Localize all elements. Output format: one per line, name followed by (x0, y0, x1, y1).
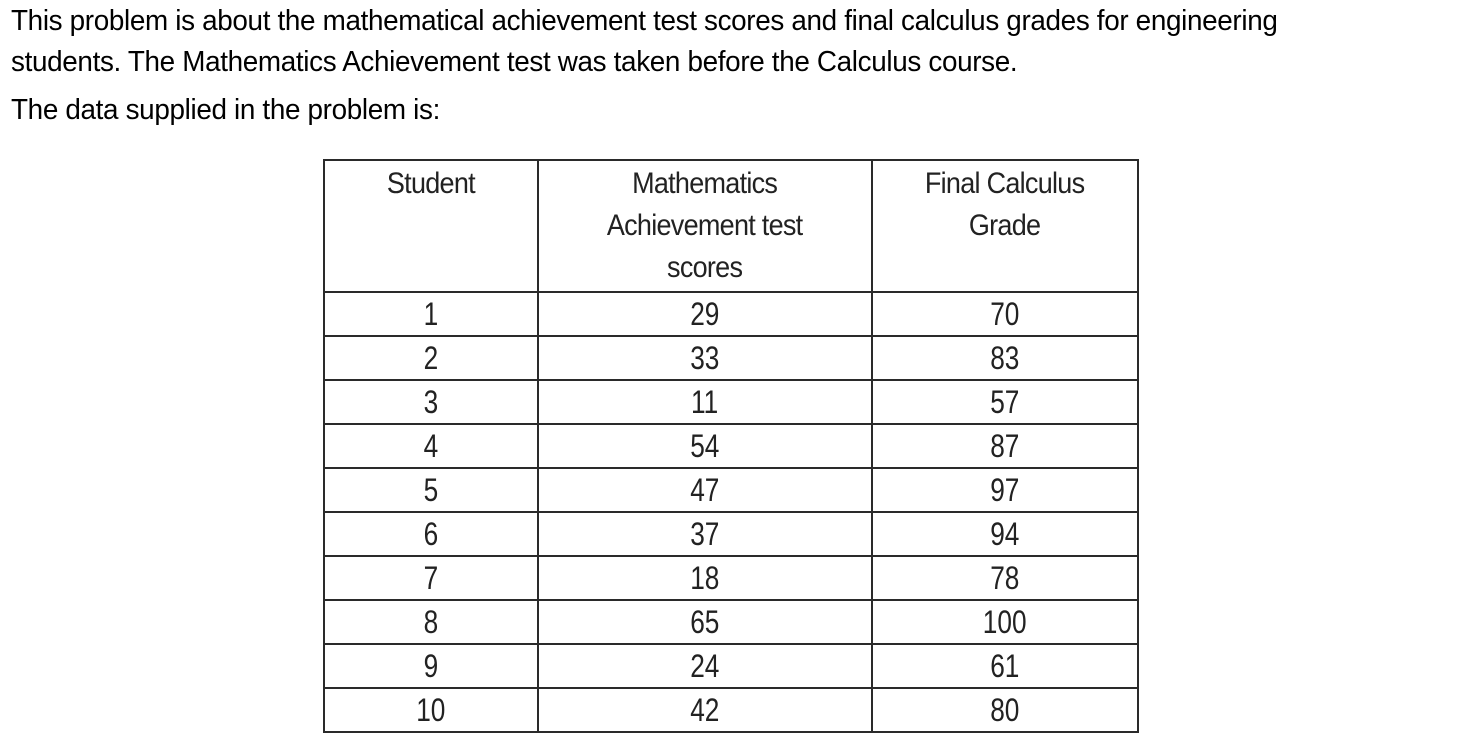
cell-math-score: 54 (538, 424, 872, 468)
intro-paragraph-line-1: This problem is about the mathematical achievement test scores and final calculus grades for engineering (11, 5, 1278, 37)
cell-student: 5 (324, 468, 538, 512)
header-math-scores (538, 160, 872, 292)
cell-math-score: 33 (538, 336, 872, 380)
cell-student: 2 (324, 336, 538, 380)
header-student-label: Student (386, 167, 476, 200)
cell-student: 8 (324, 600, 538, 644)
table-header-row (324, 160, 1138, 292)
cell-math-score: 42 (538, 688, 872, 732)
cell-calc-grade: 80 (872, 688, 1138, 732)
table-row (324, 600, 1138, 644)
cell-math-score: 65 (538, 600, 872, 644)
cell-student: 4 (324, 424, 538, 468)
table-row (324, 688, 1138, 732)
cell-math-score: 11 (538, 380, 872, 424)
cell-student: 9 (324, 644, 538, 688)
cell-math-score: 29 (538, 292, 872, 336)
cell-calc-grade: 83 (872, 336, 1138, 380)
header-math-line-3: scores (667, 251, 743, 284)
header-calc-line-2: Grade (969, 209, 1041, 242)
document (11, 0, 1466, 131)
scores-table (323, 159, 1139, 733)
cell-student: 10 (324, 688, 538, 732)
cell-calc-grade: 70 (872, 292, 1138, 336)
header-calc-line-1: Final Calculus (925, 167, 1085, 200)
table-row (324, 292, 1138, 336)
cell-calc-grade: 100 (872, 600, 1138, 644)
cell-calc-grade: 78 (872, 556, 1138, 600)
table-row (324, 336, 1138, 380)
table-row (324, 380, 1138, 424)
table-row (324, 556, 1138, 600)
table-body (324, 292, 1138, 732)
cell-calc-grade: 57 (872, 380, 1138, 424)
data-intro-line: The data supplied in the problem is: (11, 94, 440, 126)
cell-math-score: 18 (538, 556, 872, 600)
cell-math-score: 47 (538, 468, 872, 512)
table-row (324, 512, 1138, 556)
table-row (324, 424, 1138, 468)
table-row (324, 644, 1138, 688)
header-final-grade (872, 160, 1138, 292)
cell-math-score: 37 (538, 512, 872, 556)
cell-math-score: 24 (538, 644, 872, 688)
cell-calc-grade: 61 (872, 644, 1138, 688)
header-math-line-2: Achievement test (607, 209, 803, 242)
cell-student: 7 (324, 556, 538, 600)
cell-calc-grade: 97 (872, 468, 1138, 512)
cell-student: 6 (324, 512, 538, 556)
cell-calc-grade: 94 (872, 512, 1138, 556)
header-student (324, 160, 538, 292)
cell-student: 3 (324, 380, 538, 424)
intro-paragraph-line-2: students. The Mathematics Achievement test was taken before the Calculus course. (11, 46, 1018, 78)
cell-student: 1 (324, 292, 538, 336)
table-row (324, 468, 1138, 512)
header-math-line-1: Mathematics (632, 167, 778, 200)
cell-calc-grade: 87 (872, 424, 1138, 468)
